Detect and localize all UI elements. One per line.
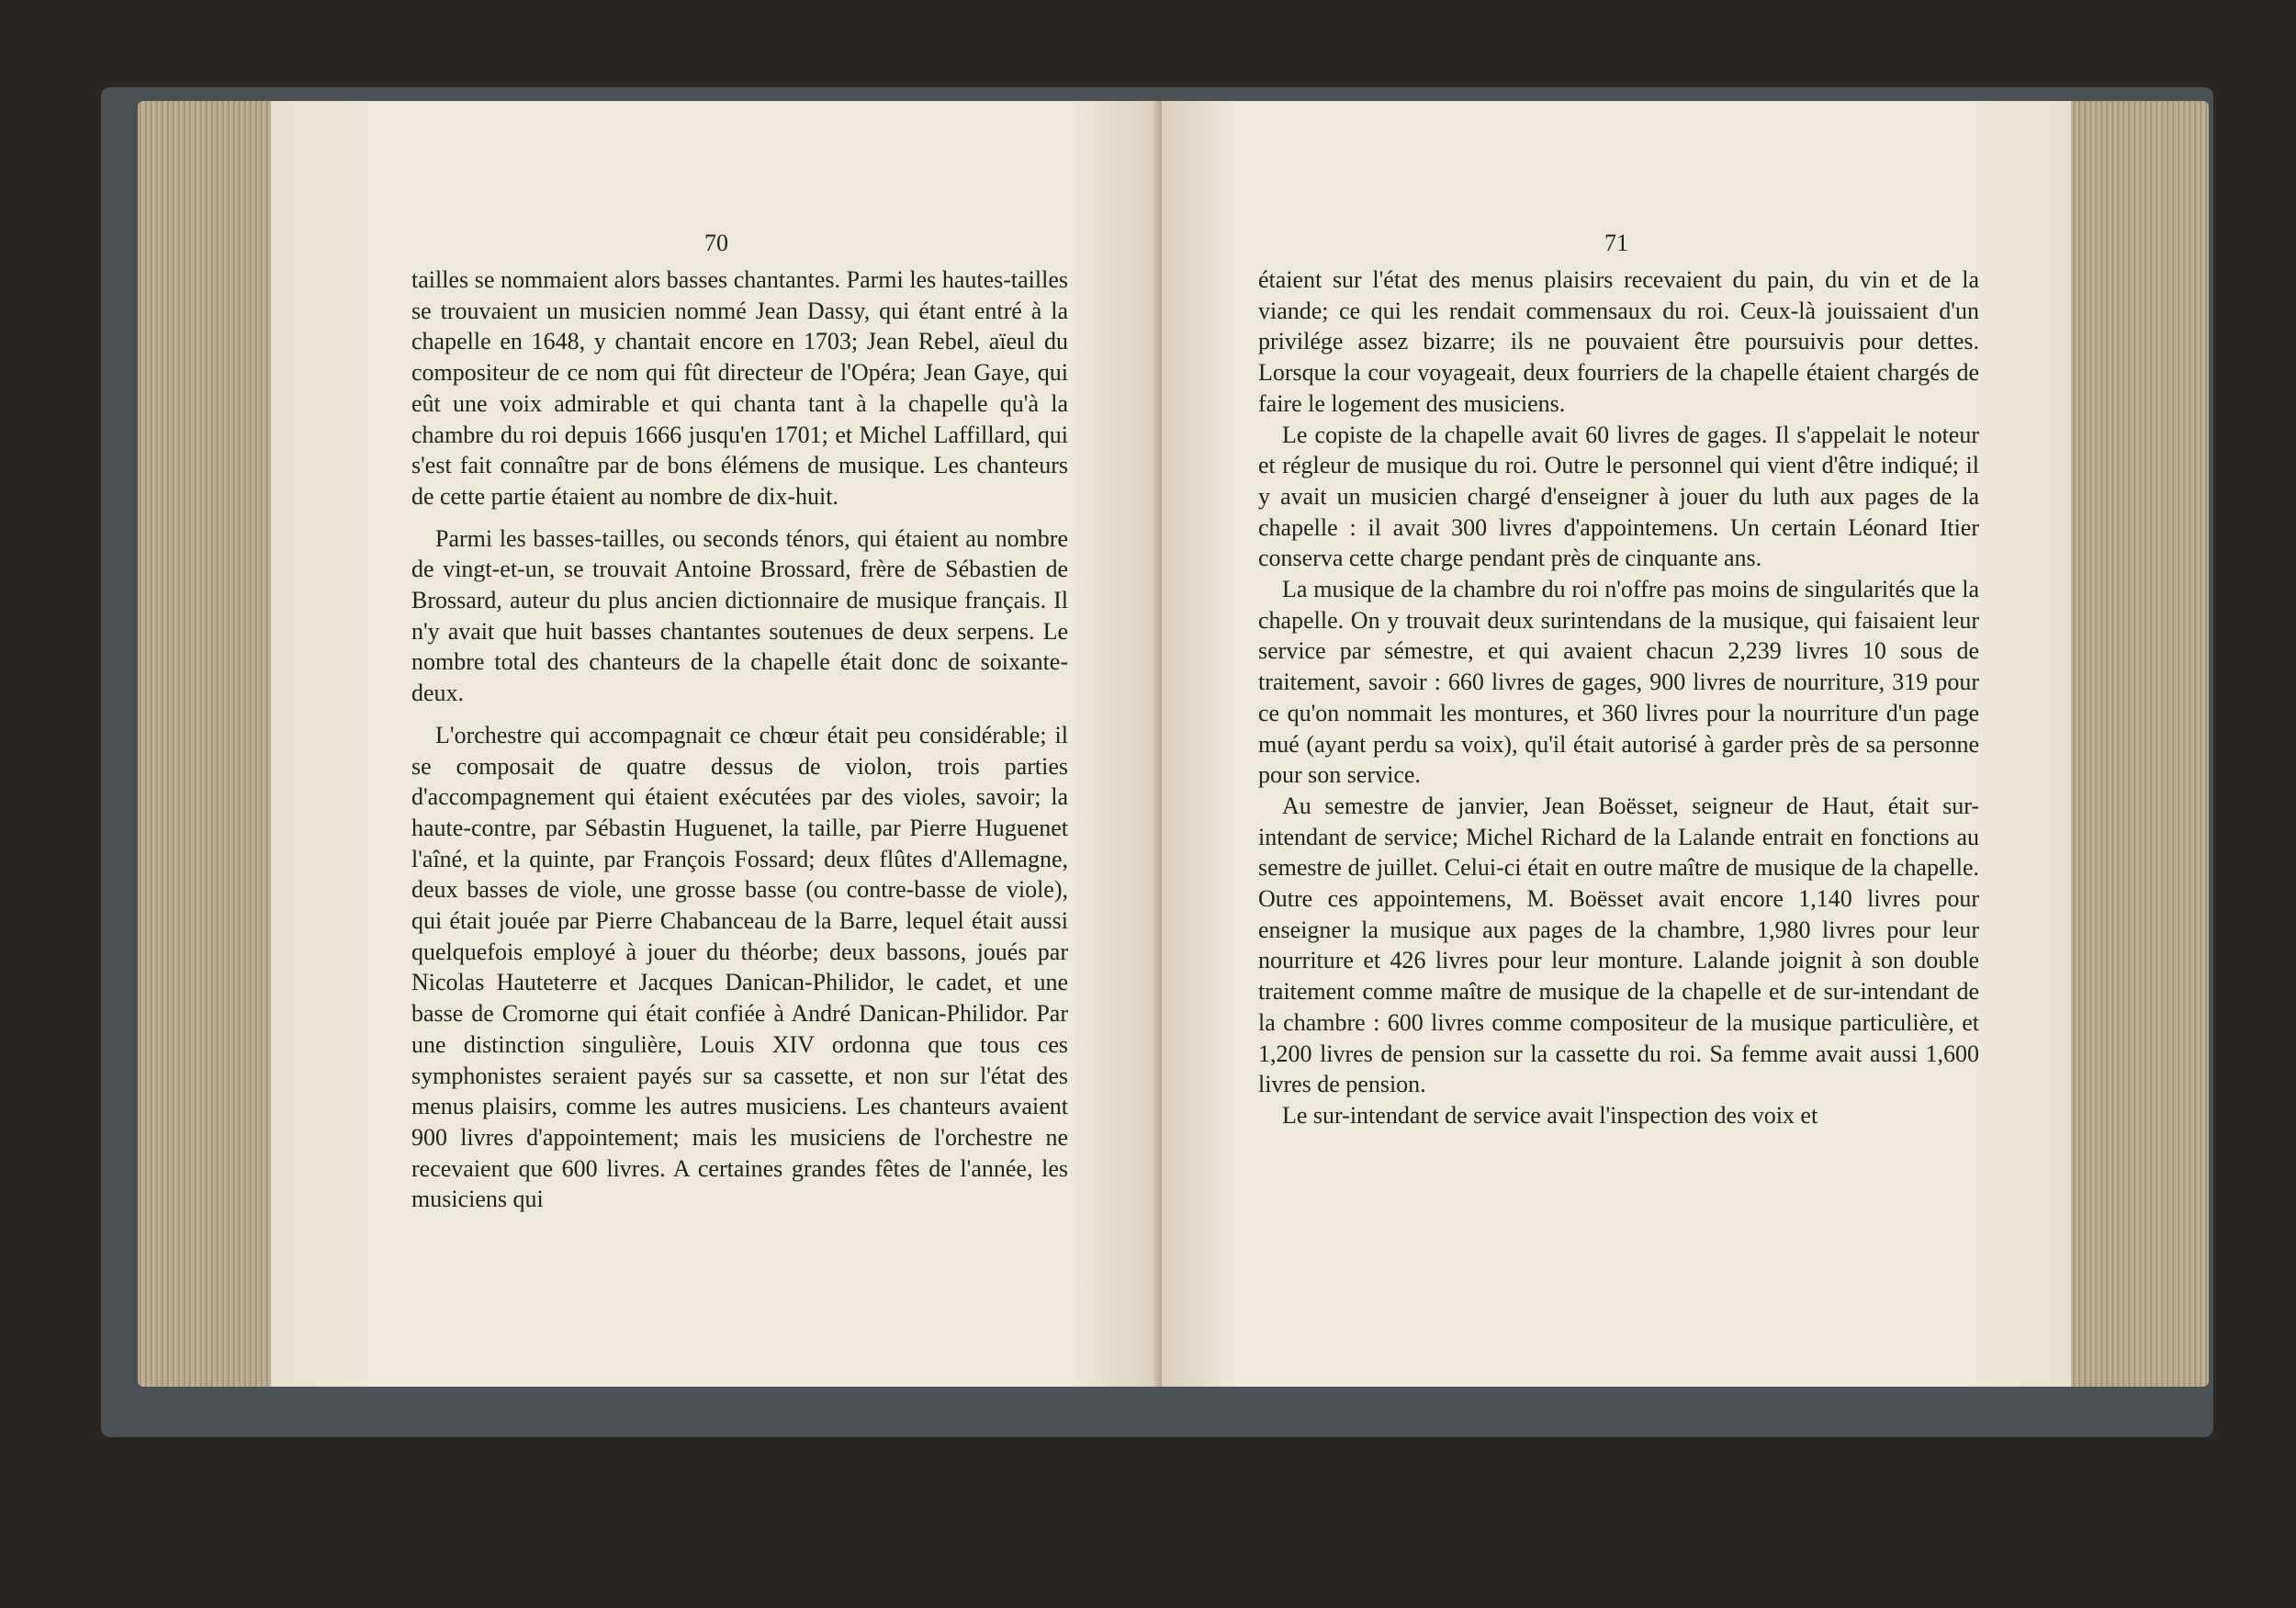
page-edges-right [2071,101,2209,1387]
page-edges-left [138,101,271,1387]
page-number: 70 [704,230,728,256]
page-text [1258,264,1979,1131]
page-text [411,264,1068,1215]
paragraph: L'orchestre qui accompagnait ce chœur était peu considérable; il se composait de quatre dessus de violon, trois parties d'accompagnement qui étaient exécutées par des violes, savoir; la haute-contre, par Sébastin Huguenet, la taille, par Pierre Huguenet l'aîné, et la quinte, par François Fossard; deux flûtes d'Allemagne, deux basses de viole, une grosse basse (ou contre-basse de viole), qui était jouée par Pierre Chabanceau de la Barre, lequel était aussi quelquefois employé à jouer du théorbe; deux bassons, joués par Nicolas Hauteterre et Jacques Danican-Philidor, le cadet, et une basse de Cromorne qui était confiée à André Danican-Philidor. Par une distinction singulière, Louis XIV ordonna que tous ces symphonistes seraient payés sur sa cassette, et non sur l'état des menus plaisirs, comme les autres musiciens. Les chanteurs avaient 900 livres d'appointement; mais les musiciens de l'orchestre ne recevaient que 600 livres. A certaines grandes fêtes de l'année, les musiciens qui [411,721,1068,1213]
paragraph: étaient sur l'état des menus plaisirs recevaient du pain, du vin et de la viande; ce qui les rendait commensaux du roi. Ceux-là jouissaient d'un privilége assez bizarre; ils ne pouvaient être poursuivis pour dettes. Lorsque la cour voyageait, deux fourriers de la chapelle étaient chargés de faire le logement des musiciens. [1258,266,1979,417]
left-page [271,101,1162,1387]
paragraph: La musique de la chambre du roi n'offre pas moins de singularités que la chapelle. On y trouvait deux surintendans de la musique, qui faisaient leur service par sémestre, et qui avaient chacun 2,239 livres 10 sous de traitement, savoir : 660 livres de gages, 900 livres de nourriture, 319 pour ce qu'on nommait les montures, et 360 livres pour la nourriture d'un page mué (ayant perdu sa voix), qu'il était autorisé à garder près de sa personne pour son service. [1258,576,1979,789]
paragraph: Parmi les basses-tailles, ou seconds ténors, qui étaient au nombre de vingt-et-un, se trouvait Antoine Brossard, frère de Sébastien de Brossard, auteur du plus ancien dictionnaire de musique français. Il n'y avait que huit basses chantantes soutenues de deux serpens. Le nombre total des chanteurs de la chapelle était donc de soixante-deux. [411,524,1068,707]
paragraph: tailles se nommaient alors basses chantantes. Parmi les hautes-tailles se trouvaient un musicien nommé Jean Dassy, qui étant entré à la chapelle en 1648, y chantait encore en 1703; Jean Rebel, aïeul du compositeur de ce nom qui fût directeur de l'Opéra; Jean Gaye, qui eût une voix admirable et qui chanta tant à la chapelle qu'à la chambre du roi depuis 1666 jusqu'en 1701; et Michel Laffillard, qui s'est fait connaître par de bons élémens de musique. Les chanteurs de cette partie étaient au nombre de dix-huit. [411,266,1068,510]
paragraph: Le copiste de la chapelle avait 60 livres de gages. Il s'appelait le noteur et régleur de musique du roi. Outre le personnel qui vient d'être indiqué; il y avait un musicien chargé d'enseigner à jouer du luth aux pages de la chapelle : il avait 300 livres d'appointemens. Un certain Léonard Itier conserva cette charge pendant près de cinquante ans. [1258,421,1979,572]
right-page [1162,101,2071,1387]
paragraph: Au semestre de janvier, Jean Boësset, seigneur de Haut, était sur-intendant de service; Michel Richard de la Lalande entrait en fonctions au semestre de juillet. Celui-ci était en outre maître de musique de la chapelle. Outre ces appointemens, M. Boësset avait encore 1,140 livres pour enseigner la musique aux pages de la chambre, 1,980 livres pour leur nourriture et 426 livres pour leur monture. Lalande joignit à son double traitement comme maître de musique de la chapelle et de sur-intendant de la chambre : 600 livres comme compositeur de la musique particulière, et 1,200 livres de pension sur la cassette du roi. Sa femme avait aussi 1,600 livres de pension. [1258,792,1979,1098]
paragraph: Le sur-intendant de service avait l'inspection des voix et [1282,1101,1818,1129]
page-number: 71 [1604,230,1628,256]
